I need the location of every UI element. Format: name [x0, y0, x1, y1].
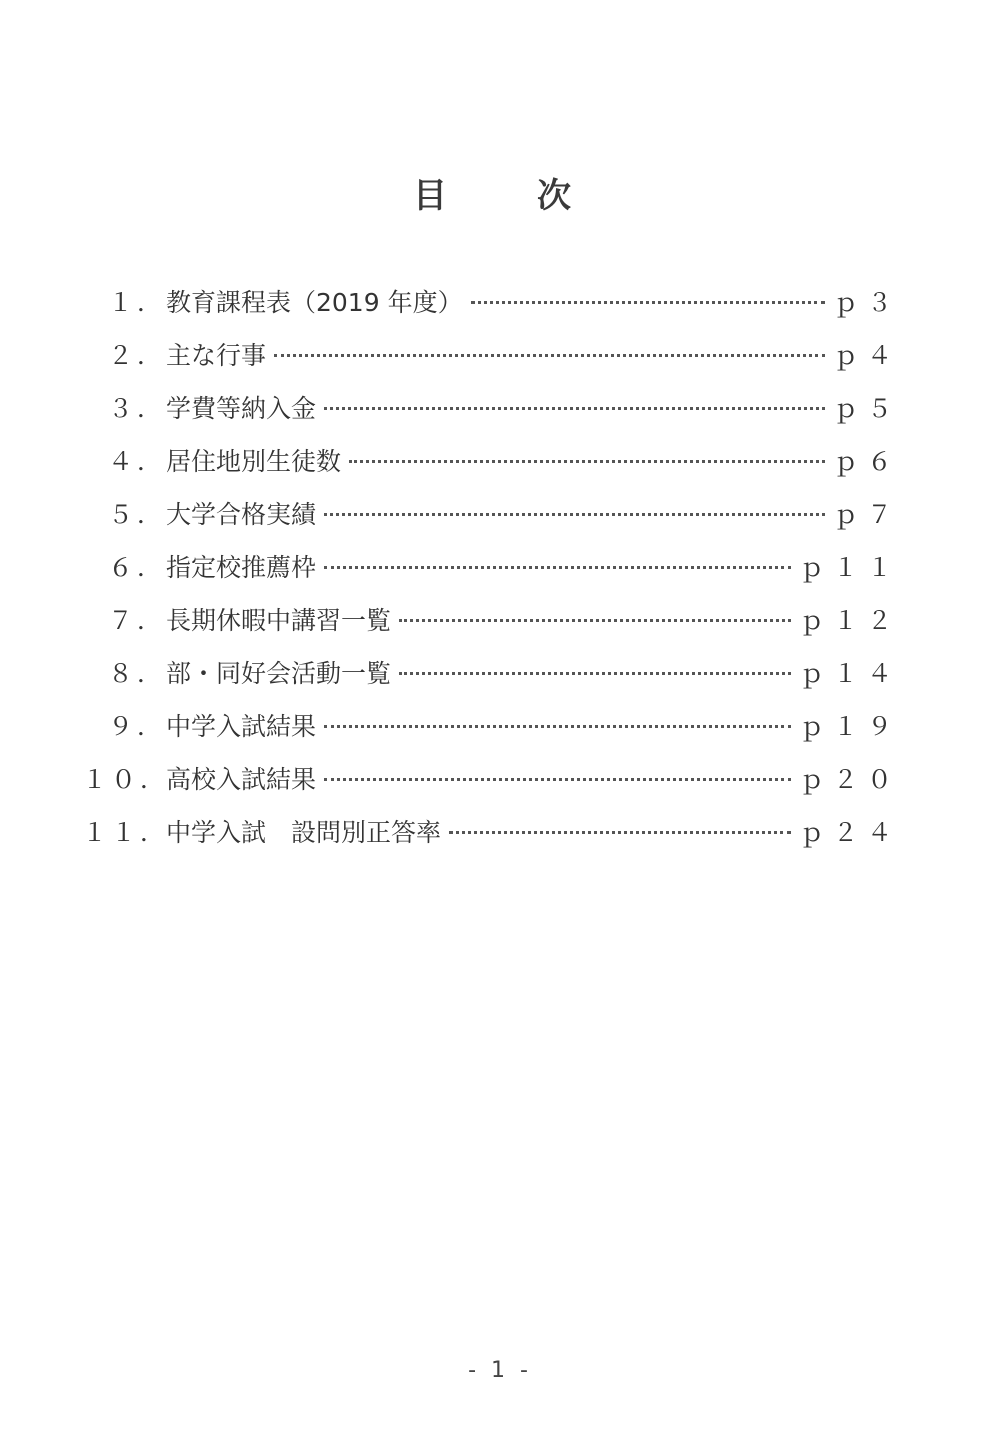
- toc-entry-page: ｐ１１: [798, 553, 901, 582]
- toc-entry-label: 長期休暇中講習一覧: [166, 606, 392, 635]
- toc-entry-label: 居住地別生徒数: [166, 447, 342, 476]
- toc-entry-page: ｐ１４: [798, 659, 901, 688]
- toc-entry-page: ｐ４: [832, 341, 901, 370]
- dot-leader: [399, 619, 791, 622]
- dot-leader: [349, 460, 825, 463]
- dot-leader: [324, 725, 791, 728]
- toc-entry-number: ３．: [107, 394, 166, 423]
- dot-leader: [274, 354, 825, 357]
- toc-entry-number: １０．: [82, 765, 170, 794]
- toc-entry-number: ４．: [107, 447, 166, 476]
- toc-entry-page: ｐ１２: [798, 606, 901, 635]
- toc-entry[interactable]: [82, 389, 901, 442]
- toc-entry-number: ８．: [107, 659, 166, 688]
- toc-entry[interactable]: [82, 707, 901, 760]
- page-number: - 1 -: [468, 1358, 532, 1383]
- toc-entry[interactable]: [82, 495, 901, 548]
- toc-entry-label: 学費等納入金: [166, 394, 317, 423]
- toc-entry-number: ６．: [107, 553, 166, 582]
- toc-entry-number: ９．: [107, 712, 166, 741]
- toc-entry-label: 高校入試結果: [166, 765, 317, 794]
- toc-entry[interactable]: [82, 442, 901, 495]
- toc-entry[interactable]: [82, 654, 901, 707]
- toc-entry-number: ７．: [107, 606, 166, 635]
- toc-entry-page: ｐ６: [832, 447, 901, 476]
- toc-entry[interactable]: [82, 601, 901, 654]
- toc-entry-page: ｐ７: [832, 500, 901, 529]
- toc-entry-page: ｐ５: [832, 394, 901, 423]
- toc-entry-number: １．: [107, 288, 166, 317]
- toc-entry-label: 大学合格実績: [166, 500, 317, 529]
- toc-entry[interactable]: [82, 283, 901, 336]
- toc-entry-page: ｐ３: [832, 288, 901, 317]
- toc-entry[interactable]: [82, 548, 901, 601]
- table-of-contents: [82, 283, 901, 866]
- toc-entry-label: 中学入試結果: [166, 712, 317, 741]
- dot-leader: [324, 407, 825, 410]
- toc-entry-page: ｐ２０: [798, 765, 901, 794]
- dot-leader: [449, 831, 791, 834]
- toc-entry-number: ２．: [107, 341, 166, 370]
- page-title: 目 次: [413, 176, 599, 216]
- toc-entry[interactable]: [82, 336, 901, 389]
- toc-entry-label: 部・同好会活動一覧: [166, 659, 392, 688]
- toc-entry-label: 教育課程表（2019 年度）: [166, 288, 463, 317]
- dot-leader: [324, 513, 825, 516]
- toc-entry[interactable]: [82, 813, 901, 866]
- dot-leader: [399, 672, 791, 675]
- toc-entry-number: ５．: [107, 500, 166, 529]
- dot-leader: [324, 778, 791, 781]
- toc-entry-number: １１．: [82, 818, 170, 847]
- dot-leader: [324, 566, 791, 569]
- dot-leader: [471, 301, 825, 304]
- toc-entry-label: 中学入試 設問別正答率: [166, 818, 442, 847]
- toc-entry-page: ｐ２４: [798, 818, 901, 847]
- toc-entry[interactable]: [82, 760, 901, 813]
- toc-entry-page: ｐ１９: [798, 712, 901, 741]
- toc-entry-label: 主な行事: [166, 341, 267, 370]
- toc-entry-label: 指定校推薦枠: [166, 553, 317, 582]
